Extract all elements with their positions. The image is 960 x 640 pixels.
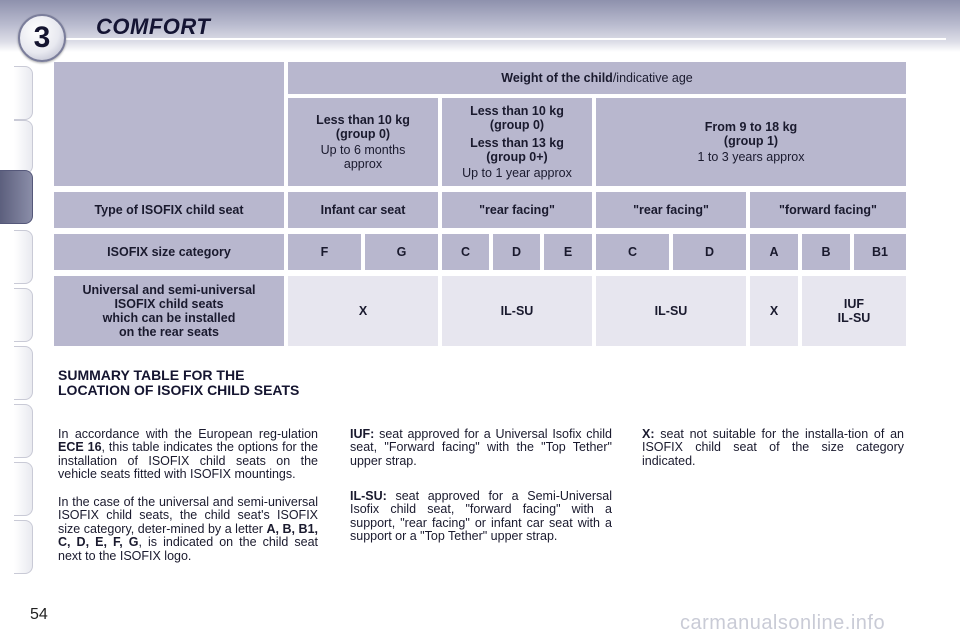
label-line: Universal and semi-universal [82,283,256,297]
legend-ilsu [350,490,612,544]
type-value: "rear facing" [596,192,746,228]
legend-text: seat not suitable for the installa-tion of an ISOFIX child seat of the size category indicated. [642,427,904,468]
size-category-paragraph [58,496,318,563]
size-value: D [493,234,540,270]
text-run: , this table indicates the options for the installation of ISOFIX child seats on the vehicle seats fitted with ISOFIX mountings. [58,440,318,482]
text-run: In accordance with the European reg-ulation [58,427,318,441]
chapter-tab[interactable] [14,120,33,174]
chapter-tab[interactable] [14,66,33,120]
legend-key: IUF: [350,427,375,441]
chapter-tab-active[interactable] [0,170,33,224]
legend-text: seat approved for a Universal Isofix child seat, "Forward facing" with the "Top Tether" upper strap. [350,427,612,468]
legend-text: seat approved for a Semi-Universal Isofix child seat, "forward facing" with a support, "rear facing" or infant car seat with a support or a "Top Tether" upper strap. [350,489,612,544]
group-0plus-header [442,98,592,186]
watermark: carmanualsonline.info [680,612,886,634]
intro-paragraph [58,428,318,482]
universal-value: IUF IL-SU [802,276,906,346]
size-value: F [288,234,361,270]
chapter-tab[interactable] [14,346,33,400]
group-weight: Less than 13 kg [470,136,564,150]
size-value: A [750,234,798,270]
chapter-tab[interactable] [14,230,33,284]
regulation-ref: ECE 16 [58,440,102,455]
size-value: C [596,234,669,270]
size-value: B [802,234,850,270]
size-letters: A, B, B1, C, D, E, F, G [58,521,318,550]
universal-value: IL-SU [596,276,746,346]
chapter-tab[interactable] [14,520,33,574]
type-value: "forward facing" [750,192,906,228]
label-line: on the rear seats [118,325,220,339]
chapter-tab-strip [0,60,34,580]
universal-value: X [288,276,438,346]
group-name: (group 0) [489,118,545,132]
type-value: Infant car seat [288,192,438,228]
type-row-label: Type of ISOFIX child seat [54,192,284,228]
type-value: "rear facing" [442,192,592,228]
group-age: Up to 1 year approx [462,166,572,180]
universal-row-label [54,276,284,346]
legend-x [642,428,904,468]
group-age: 1 to 3 years approx [697,150,805,164]
group-name: (group 0+) [486,150,548,164]
text-run: , is indicated on the child seat next to the ISOFIX logo. [58,535,318,563]
weight-header [288,62,906,94]
legend-iuf [350,428,612,468]
size-row-label: ISOFIX size category [54,234,284,270]
summary-title: SUMMARY TABLE FOR THE LOCATION OF ISOFIX CHILD SEATS [58,367,300,398]
chapter-tab[interactable] [14,462,33,516]
page-number: 54 [30,606,48,623]
label-line: which can be installed [102,311,236,325]
universal-value: X [750,276,798,346]
chapter-tab[interactable] [14,404,33,458]
chapter-number-badge: 3 [18,14,66,62]
size-value: D [673,234,746,270]
group-weight: From 9 to 18 kg [704,120,798,134]
size-value: C [442,234,489,270]
group-0-header [288,98,438,186]
size-value: G [365,234,438,270]
universal-value: IL-SU [442,276,592,346]
group-weight: Less than 10 kg [316,113,410,127]
group-name: (group 0) [335,127,391,141]
weight-header-rest: /indicative age [612,71,693,85]
isofix-table [54,62,906,350]
table-corner [54,62,284,186]
text-run: In the case of the universal and semi-universal ISOFIX child seats, the child seat's ISOFIX size category, deter-mined by a letter [58,495,318,536]
group-1-header [596,98,906,186]
legend-key: IL-SU: [350,489,387,503]
weight-header-bold: Weight of the child [501,71,613,85]
size-value: E [544,234,592,270]
label-line: ISOFIX child seats [114,297,224,311]
group-name: (group 1) [723,134,779,148]
size-value: B1 [854,234,906,270]
legend-key: X: [642,427,655,441]
group-age: Up to 6 months approx [320,143,406,171]
chapter-tab[interactable] [14,288,33,342]
group-weight: Less than 10 kg [470,104,564,118]
chapter-title: COMFORT [96,14,211,39]
